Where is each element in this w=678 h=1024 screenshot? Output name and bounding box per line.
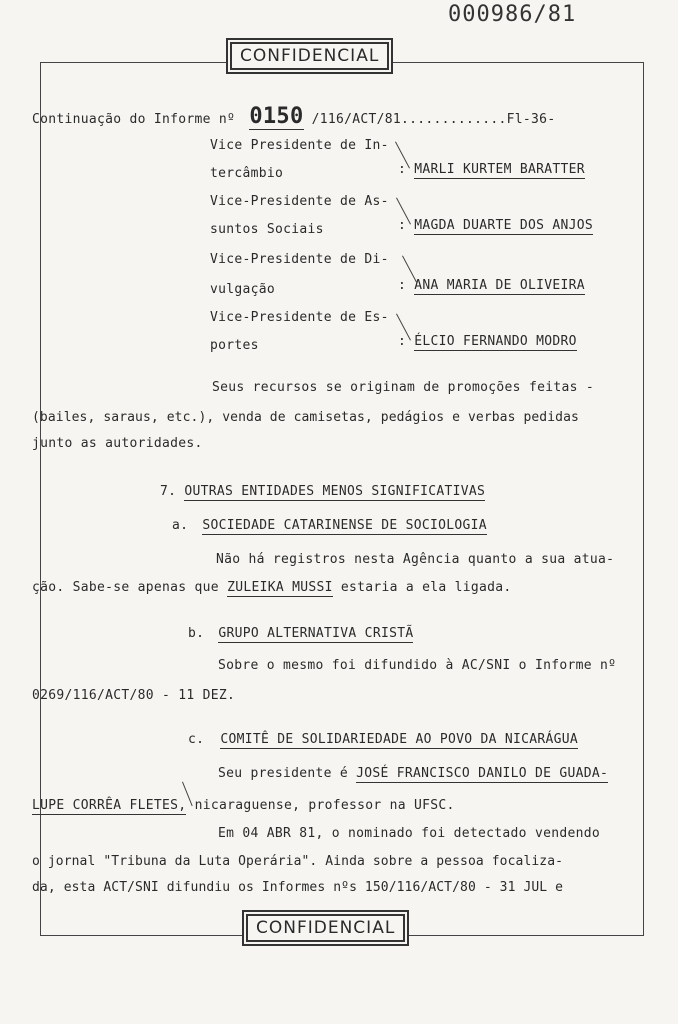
text-fragment: nicaraguense, professor na UFSC. [194,798,455,813]
officer-name: : ANA MARIA DE OLIVEIRA [398,278,585,293]
subsection-label: a. [172,518,189,533]
report-number: 0150 [249,104,304,129]
officer-role: vulgação [210,282,276,297]
paragraph-line [32,580,512,595]
officer-name-text: ANA MARIA DE OLIVEIRA [414,278,585,293]
person-name: LUPE CORRÊA FLETES, [32,798,187,813]
paragraph-line [218,766,608,781]
officer-name-text: MARLI KURTEM BARATTER [414,162,585,177]
person-name: ZULEIKA MUSSI [227,580,333,595]
report-header [32,104,555,129]
text-fragment: estaria a ela ligada. [340,580,512,595]
subsection-c-heading [176,732,578,747]
resources-line: (bailes, saraus, etc.), venda de camisetas, pedágios e verbas pedidas [32,410,579,425]
subsection-label: c. [188,732,205,747]
confidential-stamp-top-label: CONFIDENCIAL [230,42,389,70]
paragraph-line: Não há registros nesta Agência quanto a sua atua- [216,552,615,567]
officer-name: : MAGDA DUARTE DOS ANJOS [398,218,594,233]
officer-name-text: MAGDA DUARTE DOS ANJOS [414,218,594,233]
document-number: 000986/81 [448,2,577,27]
paragraph-line: Sobre o mesmo foi difundido à AC/SNI o Informe nº [218,658,617,673]
section-heading [160,484,485,499]
resources-line: junto as autoridades. [32,436,203,451]
header-suffix: /116/ACT/81.............Fl-36- [311,112,556,127]
officer-role: suntos Sociais [210,222,324,237]
paragraph-line: 0269/116/ACT/80 - 11 DEZ. [32,688,236,703]
officer-role: Vice-Presidente de Di- [210,252,389,267]
section-title: OUTRAS ENTIDADES MENOS SIGNIFICATIVAS [184,484,486,499]
text-fragment: ção. Sabe-se apenas que [32,580,219,595]
subsection-a-heading [172,518,487,533]
paragraph-line: o jornal "Tribuna da Luta Operária". Ainda sobre a pessoa focaliza- [32,854,564,869]
paragraph-line [32,798,455,813]
subsection-title: GRUPO ALTERNATIVA CRISTÃ [218,626,414,641]
confidential-stamp-bottom [242,910,409,946]
text-fragment: Seu presidente é [218,766,349,781]
officer-role: tercâmbio [210,166,284,181]
confidential-stamp-bottom-label: CONFIDENCIAL [246,914,405,942]
paragraph-line: da, esta ACT/SNI difundiu os Informes nºs 150/116/ACT/80 - 31 JUL e [32,880,564,895]
header-prefix: Continuação do Informe nº [32,112,236,127]
officer-role: Vice Presidente de In- [210,138,389,153]
confidential-stamp-top [226,38,393,74]
resources-line: Seus recursos se originam de promoções feitas - [212,380,594,395]
officer-name: : MARLI KURTEM BARATTER [398,162,585,177]
officer-role: Vice-Presidente de Es- [210,310,389,325]
paragraph-line: Em 04 ABR 81, o nominado foi detectado vendendo [218,826,600,841]
subsection-title: SOCIEDADE CATARINENSE DE SOCIOLOGIA [202,518,487,533]
officer-name-text: ÉLCIO FERNANDO MODRO [414,334,577,349]
officer-name: : ÉLCIO FERNANDO MODRO [398,334,577,349]
subsection-b-heading [172,626,413,641]
subsection-title: COMITÊ DE SOLIDARIEDADE AO POVO DA NICARÁGUA [220,732,578,747]
section-number: 7. [160,484,177,499]
officer-role: portes [210,338,259,353]
person-name: JOSÉ FRANCISCO DANILO DE GUADA- [356,766,609,781]
officer-role: Vice-Presidente de As- [210,194,389,209]
subsection-label: b. [188,626,205,641]
